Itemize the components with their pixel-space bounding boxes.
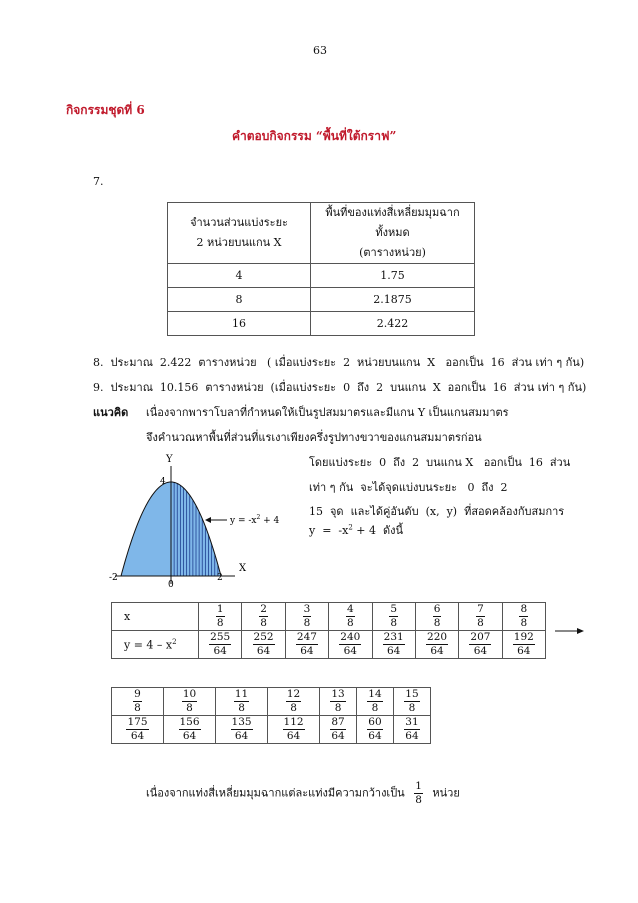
y-value bbox=[126, 716, 148, 743]
curve-eq-tail: + 4 bbox=[260, 516, 280, 526]
num: 2 bbox=[260, 603, 267, 615]
x-value bbox=[216, 603, 225, 630]
curve-eq-exp: 2 bbox=[256, 514, 261, 521]
num: 87 bbox=[331, 716, 345, 728]
approach-line2: จึงคำนวณหาพื้นที่ส่วนที่แรเงาเพียงครึ่งรูปทางขวาของแกนสมมาตรก่อน bbox=[146, 431, 482, 444]
x-value bbox=[182, 688, 197, 715]
num: 9 bbox=[134, 688, 141, 700]
continue-arrow-icon bbox=[555, 626, 585, 636]
y-value bbox=[179, 716, 201, 743]
y-value bbox=[339, 631, 361, 658]
y-value bbox=[209, 631, 231, 658]
num: 8 bbox=[520, 603, 528, 615]
den: 8 bbox=[334, 702, 342, 714]
num: 4 bbox=[346, 603, 354, 615]
cell-parts: 16 bbox=[168, 312, 311, 336]
den: 8 bbox=[433, 617, 441, 629]
den: 64 bbox=[182, 730, 197, 742]
header-parts-line2: 2 หน่วยบนแกน X bbox=[196, 236, 282, 249]
num: 13 bbox=[331, 688, 345, 700]
den: 64 bbox=[517, 645, 531, 657]
arrow-head bbox=[205, 517, 211, 523]
x-value bbox=[389, 603, 398, 630]
eq-tail: + 4 ดังนี้ bbox=[352, 524, 404, 537]
tick-minus-2: -2 bbox=[109, 573, 118, 583]
den: 64 bbox=[386, 645, 401, 657]
table-row bbox=[168, 288, 475, 312]
num: 112 bbox=[283, 716, 304, 728]
den: 64 bbox=[256, 645, 271, 657]
num: 255 bbox=[210, 631, 231, 643]
den: 8 bbox=[134, 702, 141, 714]
den: 8 bbox=[415, 794, 422, 806]
y-value bbox=[426, 631, 448, 658]
x-value bbox=[133, 688, 142, 715]
num: 7 bbox=[477, 603, 484, 615]
cell-parts: 4 bbox=[168, 264, 311, 288]
den: 64 bbox=[130, 730, 145, 742]
values-table-1 bbox=[111, 602, 546, 659]
num: 1 bbox=[415, 780, 422, 792]
bottom-text: เนื่องจากแท่งสี่เหลี่ยมมุมฉากแต่ละแท่งมีความกว้างเป็น bbox=[146, 786, 405, 800]
answer-title: คำตอบกิจกรรม “พื้นที่ใต้กราฟ” bbox=[232, 129, 397, 143]
y-value bbox=[404, 716, 419, 743]
x-row bbox=[112, 688, 431, 716]
y-value bbox=[231, 716, 253, 743]
den: 8 bbox=[238, 702, 245, 714]
x-value bbox=[234, 688, 249, 715]
den: 64 bbox=[213, 645, 227, 657]
num: 60 bbox=[368, 716, 382, 728]
tick-4: 4 bbox=[160, 477, 166, 487]
x-value bbox=[519, 603, 528, 630]
page-number: 63 bbox=[313, 44, 327, 57]
den: 8 bbox=[290, 702, 297, 714]
x-value bbox=[404, 688, 419, 715]
x-value bbox=[476, 603, 485, 630]
explanation-line1: โดยแบ่งระยะ 0 ถึง 2 บนแกน X ออกเป็น 16 ส่วน bbox=[309, 456, 571, 469]
num: 3 bbox=[303, 603, 311, 615]
table-row bbox=[168, 312, 475, 336]
x-value bbox=[433, 603, 442, 630]
den: 64 bbox=[430, 645, 444, 657]
num: 14 bbox=[368, 688, 382, 700]
parabola-graph bbox=[105, 450, 305, 590]
num: 11 bbox=[234, 688, 249, 700]
num: 247 bbox=[296, 631, 317, 643]
den: 8 bbox=[260, 617, 267, 629]
cell-area: 1.75 bbox=[311, 264, 475, 288]
cell-parts: 8 bbox=[168, 288, 311, 312]
approach-line1: เนื่องจากพาราโบลาที่กำหนดให้เป็นรูปสมมาตรและมีแกน Y เป็นแกนสมมาตร bbox=[146, 406, 509, 419]
eq-text: y = -x bbox=[309, 524, 349, 537]
x-value bbox=[259, 603, 268, 630]
explanation-line3: 15 จุด และได้คู่อันดับ (x, y) ที่สอดคล้องกับสมการ bbox=[309, 505, 565, 518]
y-value bbox=[469, 631, 491, 658]
den: 8 bbox=[371, 702, 379, 714]
den: 8 bbox=[520, 617, 528, 629]
num: 135 bbox=[231, 716, 252, 728]
num: 220 bbox=[427, 631, 448, 643]
num: 1 bbox=[216, 603, 224, 615]
cell-area: 2.422 bbox=[311, 312, 475, 336]
x-value bbox=[286, 688, 301, 715]
y-value bbox=[513, 631, 535, 658]
num: 31 bbox=[405, 716, 419, 728]
den: 64 bbox=[405, 730, 419, 742]
header-area-line2: (ตารางหน่วย) bbox=[359, 246, 426, 259]
y-value bbox=[383, 631, 405, 658]
bottom-fraction bbox=[414, 780, 423, 807]
explanation-line4 bbox=[309, 521, 403, 539]
den: 8 bbox=[216, 617, 224, 629]
den: 8 bbox=[303, 617, 311, 629]
num: 240 bbox=[340, 631, 361, 643]
bottom-sentence bbox=[146, 780, 460, 807]
x-value bbox=[330, 688, 345, 715]
den: 64 bbox=[331, 730, 345, 742]
x-value bbox=[367, 688, 382, 715]
den: 64 bbox=[343, 645, 357, 657]
num: 207 bbox=[470, 631, 491, 643]
curve-equation bbox=[229, 514, 280, 526]
x-row bbox=[112, 603, 546, 631]
den: 64 bbox=[286, 730, 301, 742]
y-label-exp: 2 bbox=[172, 637, 177, 646]
bottom-unit: หน่วย bbox=[432, 786, 460, 800]
den: 64 bbox=[368, 730, 382, 742]
den: 8 bbox=[390, 617, 398, 629]
num: 5 bbox=[390, 603, 398, 615]
header-area-line1: พื้นที่ของแท่งสี่เหลี่ยมมุมฉากทั้งหมด bbox=[325, 206, 460, 239]
table-header-area bbox=[311, 203, 475, 264]
y-value bbox=[367, 716, 382, 743]
x-row-label: x bbox=[112, 603, 199, 631]
x-axis-label: X bbox=[239, 563, 247, 574]
x-value bbox=[303, 603, 312, 630]
item-9: 9. ประมาณ 10.156 ตารางหน่วย (เมื่อแบ่งระยะ 0 ถึง 2 บนแกน X ออกเป็น 16 ส่วน เท่า ๆ กัน) bbox=[93, 381, 587, 394]
eq-exponent: 2 bbox=[348, 523, 353, 532]
tick-2: 2 bbox=[217, 573, 223, 583]
curve-eq-text: y = -x bbox=[230, 516, 257, 526]
y-row-label bbox=[112, 631, 199, 659]
y-row bbox=[112, 716, 431, 744]
y-row bbox=[112, 631, 546, 659]
table-row bbox=[168, 264, 475, 288]
num: 6 bbox=[433, 603, 441, 615]
y-value bbox=[330, 716, 345, 743]
den: 8 bbox=[346, 617, 354, 629]
y-value bbox=[253, 631, 275, 658]
item-7-label: 7. bbox=[93, 175, 104, 188]
y-axis-label: Y bbox=[166, 454, 173, 465]
den: 64 bbox=[234, 730, 249, 742]
den: 8 bbox=[408, 702, 416, 714]
den: 64 bbox=[473, 645, 488, 657]
y-label-text: y = 4 – x bbox=[124, 638, 173, 652]
num: 175 bbox=[127, 716, 148, 728]
y-value bbox=[283, 716, 305, 743]
num: 252 bbox=[253, 631, 274, 643]
num: 231 bbox=[383, 631, 404, 643]
table-header-parts bbox=[168, 203, 311, 264]
num: 192 bbox=[513, 631, 534, 643]
explanation-line2: เท่า ๆ กัน จะได้จุดแบ่งบนระยะ 0 ถึง 2 bbox=[309, 481, 508, 494]
approach-label: แนวคิด bbox=[93, 406, 129, 419]
area-table bbox=[167, 202, 475, 336]
den: 8 bbox=[186, 702, 193, 714]
header-parts-line1: จำนวนส่วนแบ่งระยะ bbox=[190, 216, 288, 229]
den: 8 bbox=[477, 617, 484, 629]
y-value bbox=[296, 631, 318, 658]
values-table-2 bbox=[111, 687, 431, 744]
tick-0: 0 bbox=[168, 580, 174, 590]
x-value bbox=[346, 603, 355, 630]
num: 12 bbox=[286, 688, 301, 700]
item-8: 8. ประมาณ 2.422 ตารางหน่วย ( เมื่อแบ่งระยะ 2 หน่วยบนแกน X ออกเป็น 16 ส่วน เท่า ๆ กัน) bbox=[93, 356, 585, 369]
num: 10 bbox=[182, 688, 197, 700]
num: 15 bbox=[405, 688, 419, 700]
den: 64 bbox=[300, 645, 314, 657]
cell-area: 2.1875 bbox=[311, 288, 475, 312]
num: 156 bbox=[179, 716, 200, 728]
activity-title: กิจกรรมชุดที่ 6 bbox=[66, 103, 145, 117]
